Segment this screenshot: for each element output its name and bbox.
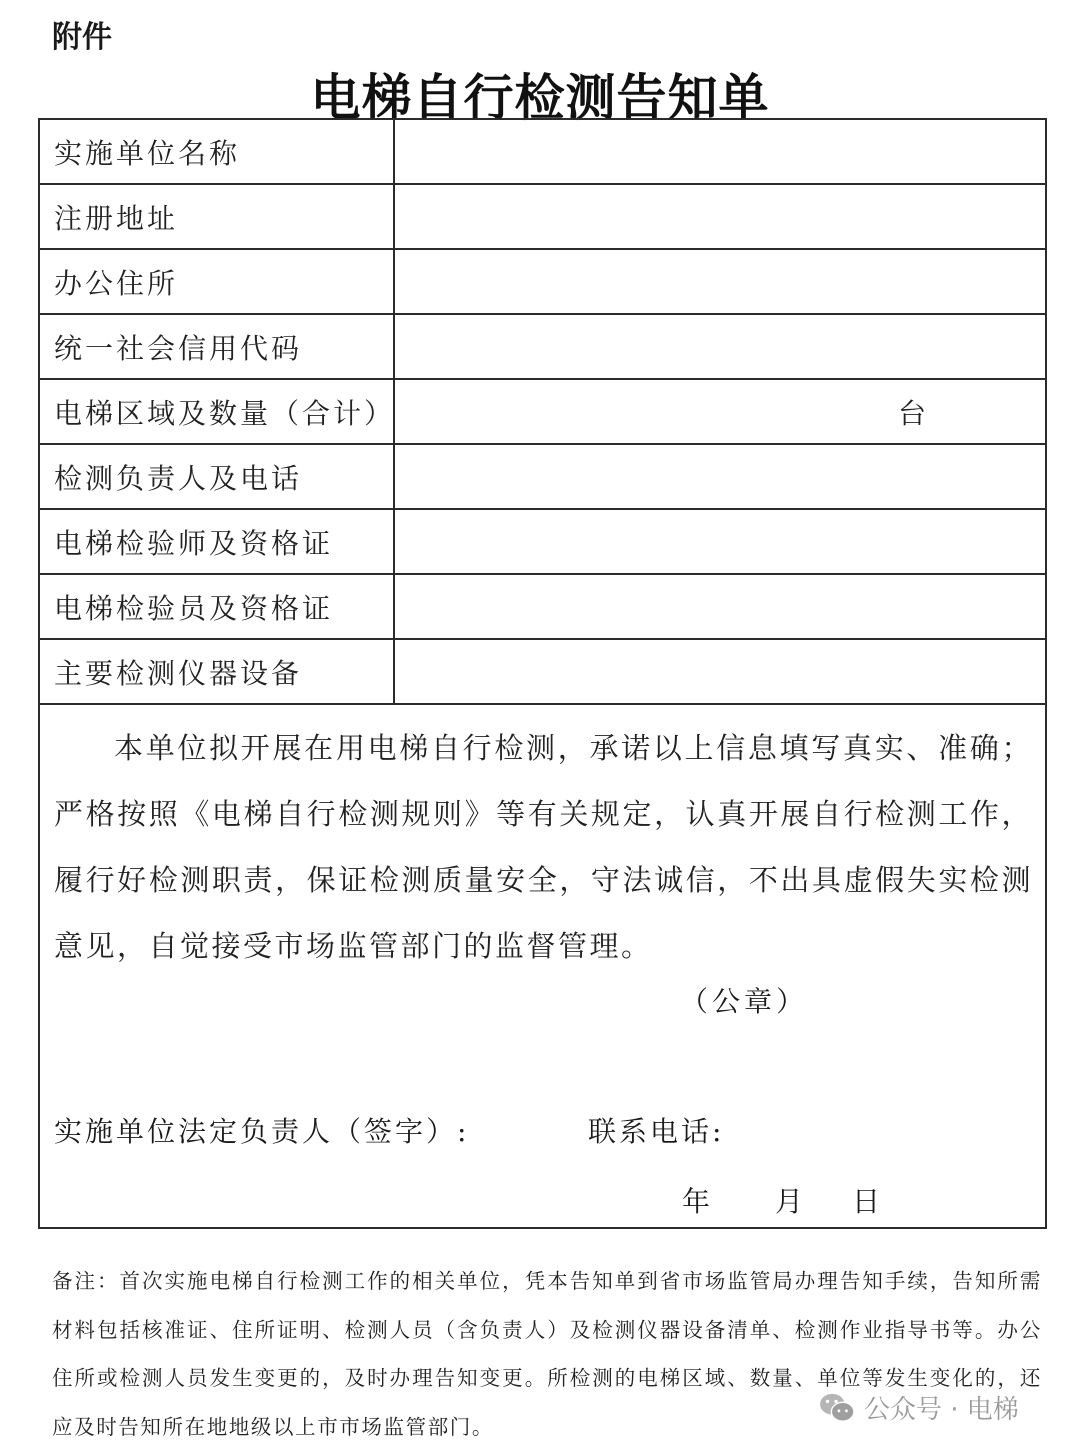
field-label: 主要检测仪器设备 (39, 639, 394, 704)
declaration-text: 本单位拟开展在用电梯自行检测，承诺以上信息填写真实、准确；严格按照《电梯自行检测规则》等有关规定，认真开展自行检测工作，履行好检测职责，保证检测质量安全，守法诚信，不出具虚假失实检测意见，自觉接受市场监管部门的监督管理。 (54, 731, 1033, 963)
wechat-icon (818, 1392, 856, 1424)
equipment-field[interactable] (394, 639, 1046, 704)
contact-phone-label: 联系电话: (588, 1115, 725, 1148)
field-label: 办公住所 (39, 249, 394, 314)
form-row-inspection-lead (39, 444, 1046, 509)
attachment-label: 附件 (52, 20, 112, 55)
declaration-cell (39, 704, 1046, 1228)
registered-address-field[interactable] (394, 184, 1046, 249)
inspector-engineer-field[interactable] (394, 509, 1046, 574)
field-label: 统一社会信用代码 (39, 314, 394, 379)
notification-form (38, 118, 1047, 1229)
watermark (818, 1389, 1019, 1426)
form-row-inspector-engineer (39, 509, 1046, 574)
form-row-unit-name (39, 119, 1046, 184)
office-address-field[interactable] (394, 249, 1046, 314)
form-row-credit-code (39, 314, 1046, 379)
unit-label: 台 (898, 396, 927, 430)
field-label: 电梯区域及数量（合计） (39, 379, 394, 444)
field-label: 注册地址 (39, 184, 394, 249)
form-row-equipment (39, 639, 1046, 704)
form-row-registered-address (39, 184, 1046, 249)
date-month-label: 月 (775, 1185, 804, 1218)
form-row-office-address (39, 249, 1046, 314)
date-day-label: 日 (852, 1185, 881, 1218)
watermark-text: 公众号 · 电梯 (864, 1395, 1019, 1425)
inspection-lead-field[interactable] (394, 444, 1046, 509)
legal-rep-signature-label: 实施单位法定负责人（签字）: (54, 1115, 470, 1148)
field-label: 电梯检验师及资格证 (39, 509, 394, 574)
page-title: 电梯自行检测告知单 (310, 68, 770, 127)
field-label: 实施单位名称 (39, 119, 394, 184)
inspector-staff-field[interactable] (394, 574, 1046, 639)
declaration-row (39, 704, 1046, 1228)
field-label: 检测负责人及电话 (39, 444, 394, 509)
seal-label: （公章） (680, 985, 809, 1018)
form-row-inspector-staff (39, 574, 1046, 639)
elevator-count-field[interactable] (394, 379, 1046, 444)
date-year-label: 年 (682, 1185, 711, 1218)
field-label: 电梯检验员及资格证 (39, 574, 394, 639)
form-row-elevator-count (39, 379, 1046, 444)
unit-name-field[interactable] (394, 119, 1046, 184)
credit-code-field[interactable] (394, 314, 1046, 379)
footnote: 备注：首次实施电梯自行检测工作的相关单位，凭本告知单到省市场监管局办理告知手续，告知所需材料包括核准证、住所证明、检测人员（含负责人）及检测仪器设备清单、检测作业指导书等。办公住所或检测人员发生变更的，及时办理告知变更。所检测的电梯区域、数量、单位等发生变化的，还应及时告知所在地地级以上市市场监管部门。 (52, 1269, 1042, 1439)
